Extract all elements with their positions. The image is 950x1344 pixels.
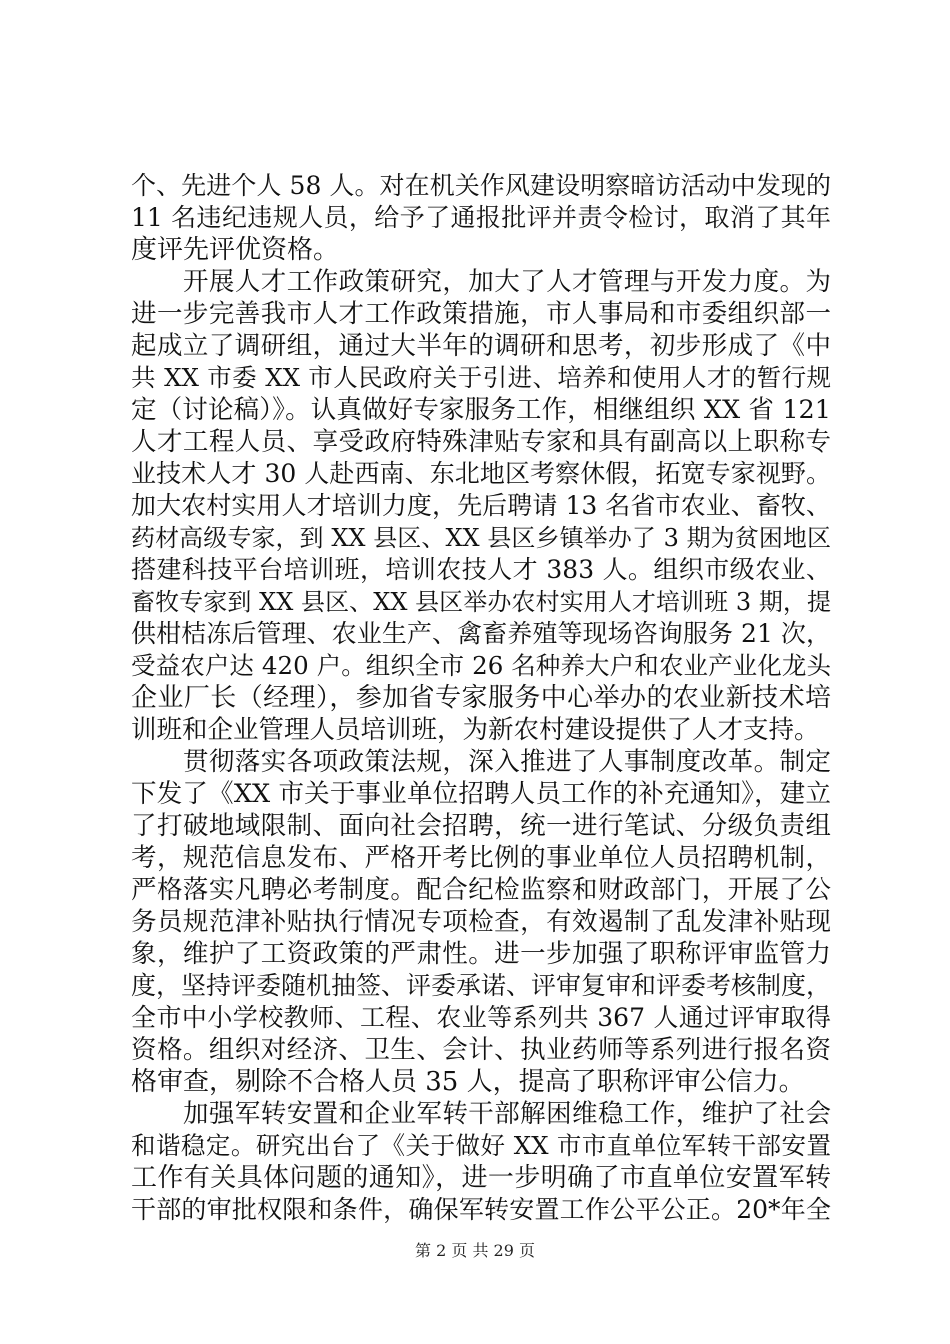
text-line: 个、先进个人 58 人。对在机关作风建设明察暗访活动中发现的 xyxy=(131,171,831,200)
text-line: 象，维护了工资政策的严肃性。进一步加强了职称评审监管力 xyxy=(131,939,831,969)
text-line: 和谐稳定。研究出台了《关于做好 XX 市市直单位军转干部安置 xyxy=(131,1131,831,1160)
text-line: 了打破地域限制、面向社会招聘，统一进行笔试、分级负责组 xyxy=(131,811,831,841)
text-line: 度，坚持评委随机抽签、评委承诺、评审复审和评委考核制度， xyxy=(131,971,832,1000)
text-line: 务员规范津补贴执行情况专项检查，有效遏制了乱发津补贴现 xyxy=(131,907,831,937)
text-line: 开展人才工作政策研究，加大了人才管理与开发力度。为 xyxy=(183,267,831,297)
text-line: 考，规范信息发布、严格开考比例的事业单位人员招聘机制， xyxy=(131,843,831,873)
text-line: 企业厂长（经理），参加省专家服务中心举办的农业新技术培 xyxy=(131,683,831,713)
text-line: 下发了《XX 市关于事业单位招聘人员工作的补充通知》，建立 xyxy=(131,779,831,809)
text-line: 受益农户达 420 户。组织全市 26 名种养大户和农业产业化龙头 xyxy=(131,651,831,680)
text-line: 干部的审批权限和条件，确保军转安置工作公平公正。20*年全 xyxy=(131,1195,831,1224)
text-line: 业技术人才 30 人赴西南、东北地区考察休假，拓宽专家视野。 xyxy=(131,459,831,488)
text-line: 格审查，剔除不合格人员 35 人，提高了职称评审公信力。 xyxy=(131,1067,805,1097)
text-line: 定（讨论稿）》。认真做好专家服务工作，相继组织 XX 省 121 xyxy=(131,395,831,425)
text-line: 度评先评优资格。 xyxy=(131,235,340,265)
text-line: 搭建科技平台培训班，培训农技人才 383 人。组织市级农业、 xyxy=(131,555,831,584)
page-footer: 第 2 页 共 29 页 xyxy=(415,1241,535,1260)
text-line: 供柑桔冻后管理、农业生产、禽畜养殖等现场咨询服务 21 次， xyxy=(131,619,831,648)
text-line: 全市中小学校教师、工程、农业等系列共 367 人通过评审取得 xyxy=(131,1003,831,1032)
text-line: 起成立了调研组，通过大半年的调研和思考，初步形成了《中 xyxy=(131,331,831,361)
text-line: 药材高级专家，到 XX 县区、XX 县区乡镇举办了 3 期为贫困地区 xyxy=(131,524,831,552)
text-line: 工作有关具体问题的通知》，进一步明确了市直单位安置军转 xyxy=(131,1163,831,1193)
document-body xyxy=(131,170,831,1226)
text-line: 训班和企业管理人员培训班，为新农村建设提供了人才支持。 xyxy=(131,715,820,745)
text-line: 11 名违纪违规人员，给予了通报批评并责令检讨，取消了其年 xyxy=(131,203,831,232)
text-line: 资格。组织对经济、卫生、会计、执业药师等系列进行报名资 xyxy=(131,1035,831,1065)
text-line: 贯彻落实各项政策法规，深入推进了人事制度改革。制定 xyxy=(183,747,831,777)
text-line: 加大农村实用人才培训力度，先后聘请 13 名省市农业、畜牧、 xyxy=(131,491,831,520)
text-line: 严格落实凡聘必考制度。配合纪检监察和财政部门，开展了公 xyxy=(131,875,831,905)
text-line: 畜牧专家到 XX 县区、XX 县区举办农村实用人才培训班 3 期，提 xyxy=(131,588,831,616)
text-line: 进一步完善我市人才工作政策措施，市人事局和市委组织部一 xyxy=(131,299,831,329)
text-line: 共 XX 市委 XX 市人民政府关于引进、培养和使用人才的暂行规 xyxy=(131,363,831,392)
text-line: 加强军转安置和企业军转干部解困维稳工作，维护了社会 xyxy=(183,1099,831,1129)
text-line: 人才工程人员、享受政府特殊津贴专家和具有副高以上职称专 xyxy=(131,427,831,457)
